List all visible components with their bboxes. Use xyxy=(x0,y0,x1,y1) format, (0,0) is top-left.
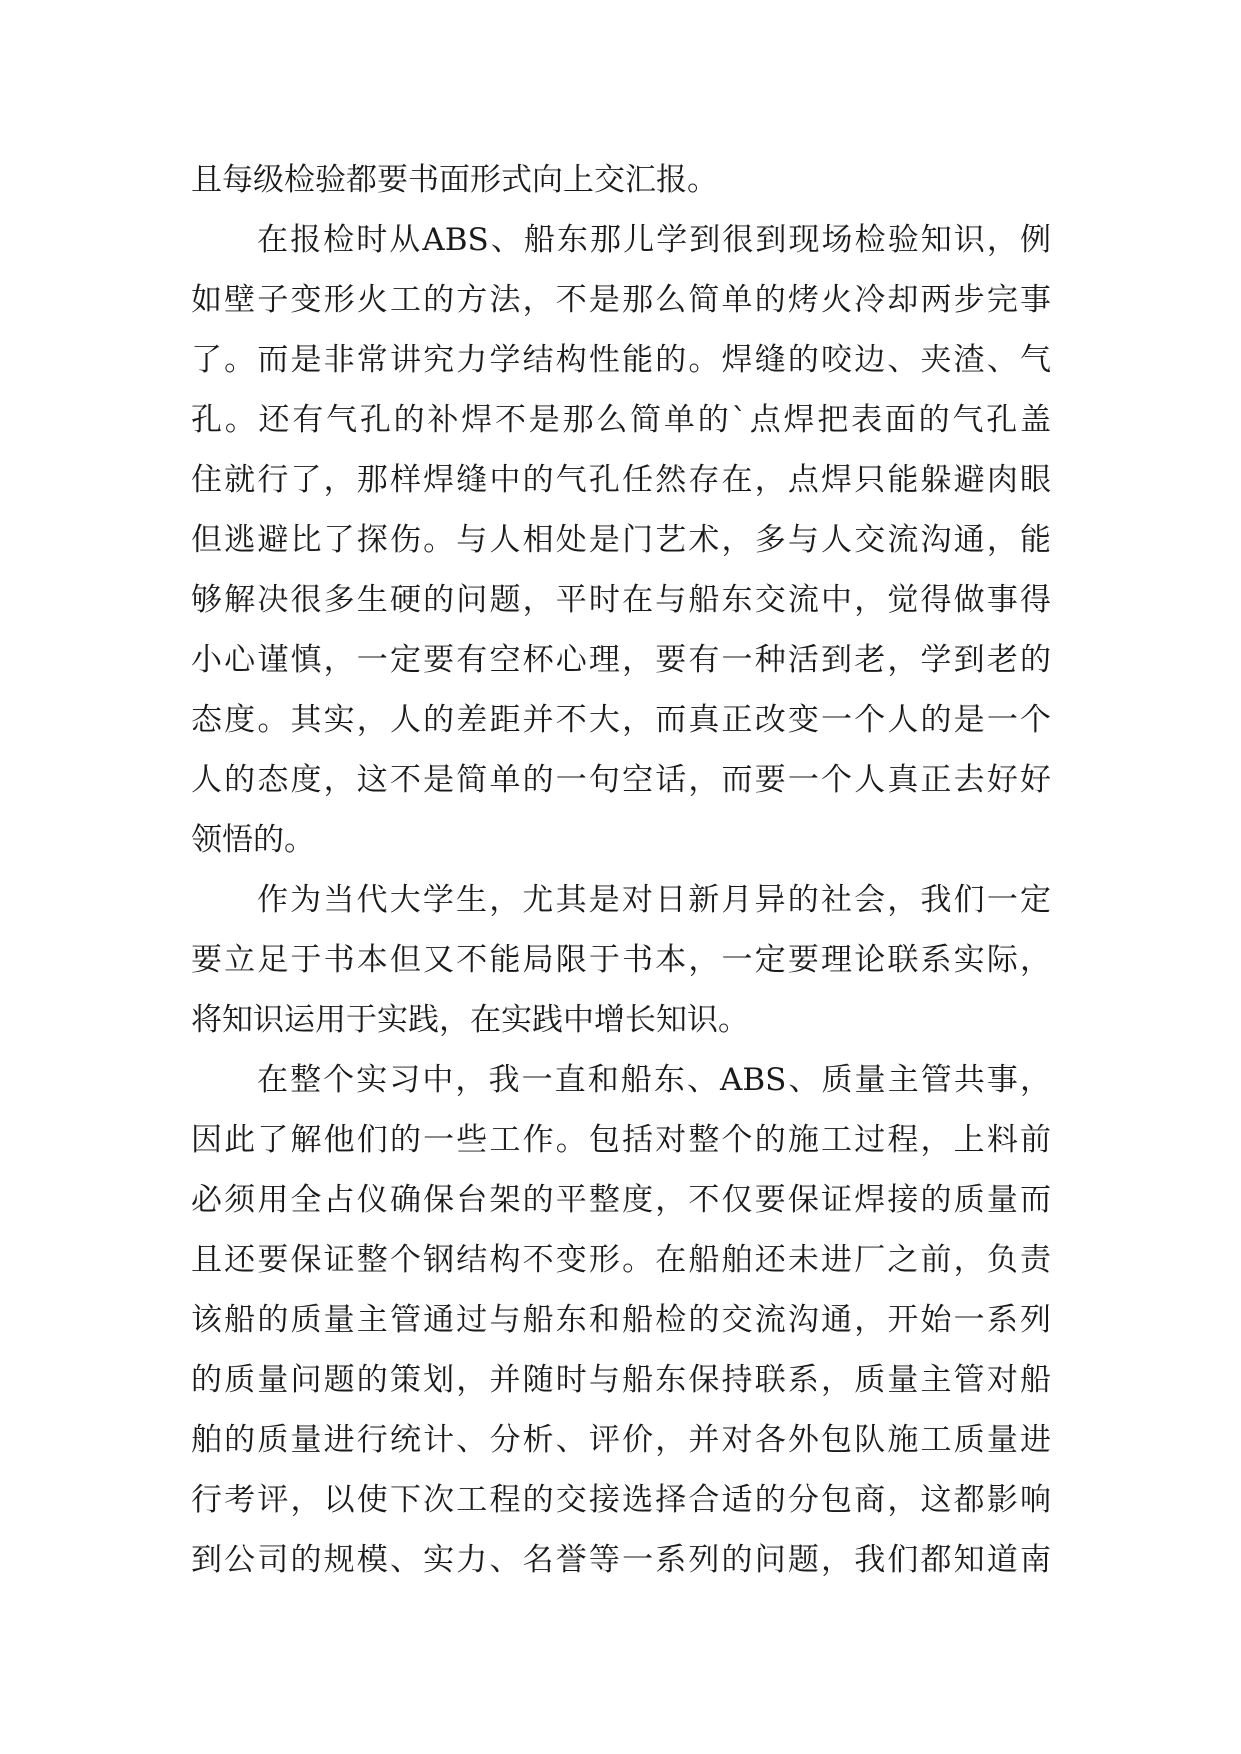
text-line: 了。而是非常讲究力学结构性能的。焊缝的咬边、夹渣、气 xyxy=(191,342,1051,378)
text-line: 住就行了，那样焊缝中的气孔任然存在，点焊只能躲避肉眼 xyxy=(191,462,1051,498)
text-line: 态度。其实，人的差距并不大，而真正改变一个人的是一个 xyxy=(191,702,1051,738)
text-line: 如壁子变形火工的方法，不是那么简单的烤火冷却两步完事 xyxy=(191,282,1051,318)
text-line: 到公司的规模、实力、名誉等一系列的问题，我们都知道南 xyxy=(191,1542,1051,1578)
text-line: 因此了解他们的一些工作。包括对整个的施工过程，上料前 xyxy=(191,1122,1051,1158)
text-line: 孔。还有气孔的补焊不是那么简单的`点焊把表面的气孔盖 xyxy=(191,402,1051,438)
text-line: 领悟的。 xyxy=(191,822,315,858)
text-line: 必须用全占仪确保台架的平整度，不仅要保证焊接的质量而 xyxy=(191,1182,1051,1218)
text-line: 且还要保证整个钢结构不变形。在船舶还未进厂之前，负责 xyxy=(191,1242,1051,1278)
paragraph-first-line: 作为当代大学生，尤其是对日新月异的社会，我们一定 xyxy=(257,882,1051,918)
text-line: 舶的质量进行统计、分析、评价，并对各外包队施工质量进 xyxy=(191,1422,1051,1458)
paragraph-first-line: 在报检时从ABS、船东那儿学到很到现场检验知识，例 xyxy=(257,222,1051,258)
text-line: 够解决很多生硬的问题，平时在与船东交流中，觉得做事得 xyxy=(191,582,1051,618)
paragraph-first-line: 在整个实习中，我一直和船东、ABS、质量主管共事， xyxy=(257,1062,1051,1098)
text-line: 的质量问题的策划，并随时与船东保持联系，质量主管对船 xyxy=(191,1362,1051,1398)
text-line: 人的态度，这不是简单的一句空话，而要一个人真正去好好 xyxy=(191,762,1051,798)
text-line: 行考评，以使下次工程的交接选择合适的分包商，这都影响 xyxy=(191,1482,1051,1518)
text-line: 小心谨慎，一定要有空杯心理，要有一种活到老，学到老的 xyxy=(191,642,1051,678)
text-line: 将知识运用于实践，在实践中增长知识。 xyxy=(191,1002,749,1038)
text-line: 但逃避比了探伤。与人相处是门艺术，多与人交流沟通，能 xyxy=(191,522,1051,558)
text-line: 且每级检验都要书面形式向上交汇报。 xyxy=(191,162,718,198)
text-line: 该船的质量主管通过与船东和船检的交流沟通，开始一系列 xyxy=(191,1302,1051,1338)
document-page xyxy=(191,150,1051,1590)
text-line: 要立足于书本但又不能局限于书本，一定要理论联系实际， xyxy=(191,942,1051,978)
